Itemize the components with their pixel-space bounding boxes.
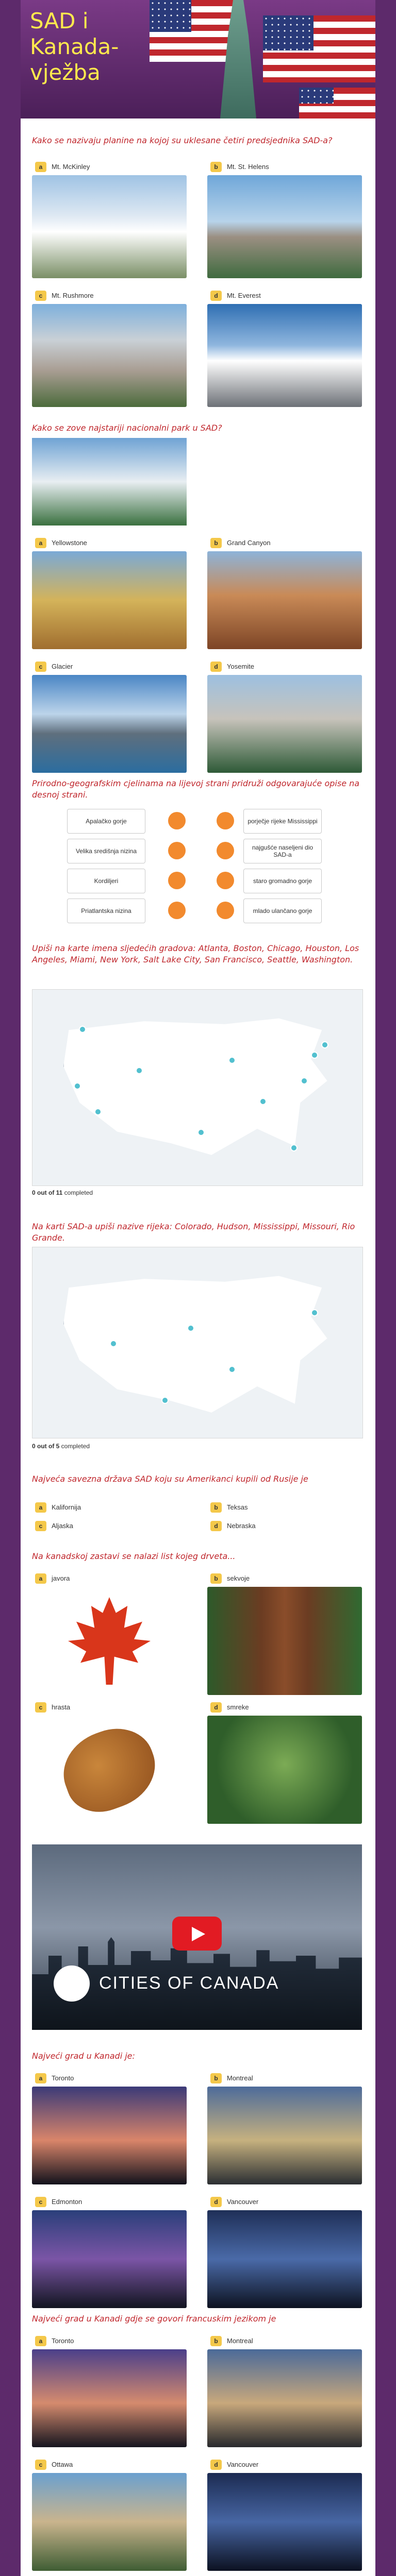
- option-label: Kalifornija: [52, 1503, 81, 1511]
- progress-text: 0 out of 5 completed: [32, 1443, 90, 1450]
- map-pin[interactable]: [311, 1309, 318, 1316]
- option-label: Mt. Everest: [227, 292, 261, 299]
- question-4: Upiši na karte imena sljedećih gradova: Atlanta, Boston, Chicago, Houston, Los Angeles, Miami, New York, Salt Lake City, San Francisco, Seattle, Washington.: [32, 943, 359, 964]
- option-letter: b: [210, 162, 222, 172]
- option-label: Nebraska: [227, 1522, 256, 1530]
- map-pin[interactable]: [136, 1067, 143, 1074]
- option-letter: b: [210, 1502, 222, 1513]
- park-photo: [32, 438, 187, 526]
- match-connector[interactable]: [217, 842, 234, 859]
- video-title: CITIES OF CANADA: [99, 1973, 279, 1993]
- us-map-rivers[interactable]: [32, 1247, 363, 1438]
- city-photo: [32, 2349, 187, 2447]
- option-label: Vancouver: [227, 2461, 259, 2468]
- option-label: Edmonton: [52, 2198, 82, 2206]
- rushmore-photo: [32, 304, 187, 407]
- match-left-item[interactable]: Priatlantska nizina: [67, 899, 145, 923]
- option-letter: d: [210, 2197, 222, 2207]
- match-right-item[interactable]: porječje rijeke Mississippi: [243, 809, 322, 834]
- grand-canyon-photo: [207, 551, 362, 649]
- option-letter: b: [210, 1573, 222, 1584]
- volcano-photo: [207, 175, 362, 278]
- option-label: Yosemite: [227, 663, 254, 670]
- option-label: Mt. Rushmore: [52, 292, 94, 299]
- option-letter: a: [35, 2073, 46, 2083]
- match-connector[interactable]: [168, 842, 186, 859]
- match-right-item[interactable]: staro gromadno gorje: [243, 869, 322, 893]
- worksheet: [21, 0, 375, 2576]
- question-5: Na karti SAD-a upiši nazive rijeka: Colorado, Hudson, Mississippi, Missouri, Rio Grande.: [32, 1222, 355, 1243]
- map-pin[interactable]: [301, 1077, 308, 1084]
- map-pin[interactable]: [321, 1041, 328, 1048]
- match-connector[interactable]: [217, 812, 234, 829]
- city-photo: [207, 2349, 362, 2447]
- us-flag-image-3: [299, 88, 375, 118]
- map-pin[interactable]: [197, 1129, 205, 1136]
- oak-leaf-image: [32, 1716, 187, 1824]
- city-photo: [207, 2473, 362, 2571]
- option-label: Toronto: [52, 2074, 74, 2082]
- match-left-item[interactable]: Velika središnja nizina: [67, 839, 145, 863]
- map-pin[interactable]: [110, 1340, 117, 1347]
- option-label: Mt. McKinley: [52, 163, 90, 171]
- option-letter: d: [210, 662, 222, 672]
- progress-text: 0 out of 11 completed: [32, 1189, 93, 1196]
- option-label: Aljaska: [52, 1522, 73, 1530]
- question-3: Prirodno-geografskim cjelinama na lijevoj strani pridruži odgovarajuće opise na desnoj strani.: [32, 778, 360, 800]
- play-button-icon[interactable]: [172, 1917, 222, 1951]
- spruce-image: [207, 1716, 362, 1824]
- glacier-photo: [32, 675, 187, 773]
- map-pin[interactable]: [259, 1098, 267, 1105]
- city-photo: [207, 2087, 362, 2184]
- map-pin[interactable]: [311, 1052, 318, 1059]
- option-letter: c: [35, 1702, 46, 1713]
- map-pin[interactable]: [79, 1026, 86, 1033]
- question-6: Najveća savezna država SAD koju su Amerikanci kupili od Rusije je: [32, 1474, 308, 1484]
- map-pin[interactable]: [161, 1397, 169, 1404]
- option-letter: a: [35, 2336, 46, 2346]
- option-label: javora: [52, 1574, 70, 1582]
- maple-leaf-image: [32, 1587, 187, 1695]
- option-letter: c: [35, 291, 46, 301]
- city-photo: [32, 2087, 187, 2184]
- city-photo: [207, 2210, 362, 2308]
- yellowstone-photo: [32, 551, 187, 649]
- option-letter: d: [210, 1521, 222, 1531]
- option-letter: d: [210, 1702, 222, 1713]
- header-banner: [21, 0, 375, 118]
- option-label: sekvoje: [227, 1574, 250, 1582]
- option-label: Toronto: [52, 2337, 74, 2345]
- question-2: Kako se zove najstariji nacionalni park u SAD?: [32, 423, 222, 433]
- option-label: Ottawa: [52, 2461, 73, 2468]
- option-letter: b: [210, 2073, 222, 2083]
- city-photo: [32, 2473, 187, 2571]
- option-letter: b: [210, 2336, 222, 2346]
- option-letter: a: [35, 1502, 46, 1513]
- option-letter: c: [35, 2460, 46, 2470]
- match-right-item[interactable]: najgušće naseljeni dio SAD-a: [243, 839, 322, 863]
- map-pin[interactable]: [94, 1108, 102, 1115]
- option-letter: d: [210, 291, 222, 301]
- match-connector[interactable]: [168, 812, 186, 829]
- option-letter: a: [35, 538, 46, 548]
- option-label: smreke: [227, 1703, 249, 1711]
- option-letter: d: [210, 2460, 222, 2470]
- map-pin[interactable]: [187, 1325, 194, 1332]
- question-9: Najveći grad u Kanadi gdje se govori francuskim jezikom je: [32, 2314, 276, 2324]
- question-7: Na kanadskoj zastavi se nalazi list kojeg drveta...: [32, 1551, 236, 1561]
- option-label: Montreal: [227, 2074, 253, 2082]
- match-right-item[interactable]: mlado ulančano gorje: [243, 899, 322, 923]
- option-label: Mt. St. Helens: [227, 163, 269, 171]
- option-label: Montreal: [227, 2337, 253, 2345]
- map-pin[interactable]: [74, 1082, 81, 1090]
- video-logo-icon: [54, 1965, 90, 2002]
- option-label: hrasta: [52, 1703, 71, 1711]
- us-map-outline: [63, 1273, 333, 1418]
- option-label: Vancouver: [227, 2198, 259, 2206]
- option-label: Yellowstone: [52, 539, 87, 547]
- yosemite-photo: [207, 675, 362, 773]
- question-1: Kako se nazivaju planine na kojoj su uklesane četiri predsjednika SAD-a?: [32, 135, 333, 145]
- page-title: SAD i Kanada-vježba: [30, 8, 119, 85]
- map-pin[interactable]: [228, 1366, 236, 1373]
- us-map-cities[interactable]: [32, 989, 363, 1186]
- mountain-photo: [32, 175, 187, 278]
- us-map-outline: [63, 1015, 333, 1161]
- option-letter: c: [35, 1521, 46, 1531]
- match-connector[interactable]: [168, 902, 186, 919]
- match-connector[interactable]: [217, 902, 234, 919]
- video-player[interactable]: [32, 1844, 362, 2030]
- option-label: Grand Canyon: [227, 539, 271, 547]
- sequoia-image: [207, 1587, 362, 1695]
- city-photo: [32, 2210, 187, 2308]
- option-letter: a: [35, 162, 46, 172]
- match-left-item[interactable]: Apalačko gorje: [67, 809, 145, 834]
- option-letter: c: [35, 2197, 46, 2207]
- option-label: Teksas: [227, 1503, 248, 1511]
- option-letter: c: [35, 662, 46, 672]
- us-flag-image-2: [263, 15, 375, 82]
- option-letter: a: [35, 1573, 46, 1584]
- option-letter: b: [210, 538, 222, 548]
- everest-photo: [207, 304, 362, 407]
- question-8: Najveći grad u Kanadi je:: [32, 2051, 135, 2061]
- match-connector[interactable]: [168, 872, 186, 889]
- match-connector[interactable]: [217, 872, 234, 889]
- option-label: Glacier: [52, 663, 73, 670]
- map-pin[interactable]: [228, 1057, 236, 1064]
- map-pin[interactable]: [290, 1144, 298, 1151]
- match-left-item[interactable]: Kordiljeri: [67, 869, 145, 893]
